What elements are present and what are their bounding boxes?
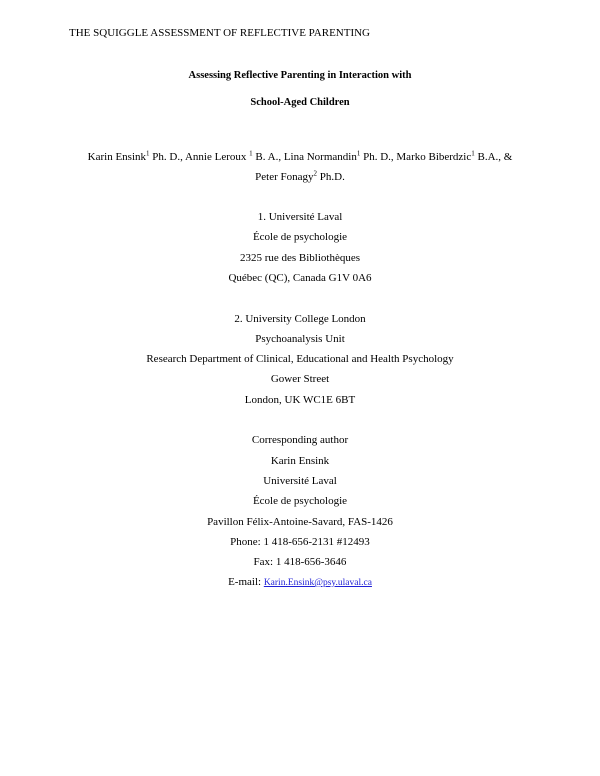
affiliation-2-line: 2. University College London <box>234 313 366 325</box>
running-head: THE SQUIGGLE ASSESSMENT OF REFLECTIVE PARENTING <box>69 27 370 39</box>
author-degree: B.A., & <box>474 151 513 163</box>
correspondence-phone: Phone: 1 418-656-2131 #12493 <box>230 536 370 548</box>
affiliation-2-line: Research Department of Clinical, Educational and Health Psychology <box>146 353 454 365</box>
correspondence-fax: Fax: 1 418-656-3646 <box>253 556 347 568</box>
correspondence-school: École de psychologie <box>252 495 348 507</box>
correspondence-building: Pavillon Félix-Antoine-Savard, FAS-1426 <box>207 516 393 528</box>
author-degree: Ph. D., <box>360 151 397 163</box>
correspondence-institution: Université Laval <box>263 475 337 487</box>
author-name: Marko Biberdzic <box>396 151 472 163</box>
author-degree: Ph. D., <box>149 151 185 163</box>
paper-title-line-2: School-Aged Children <box>250 97 350 108</box>
affiliation-1-line: École de psychologie <box>252 231 348 243</box>
affiliation-marker: 2 <box>313 169 318 178</box>
affiliation-marker: 1 <box>471 149 475 158</box>
author-degree: Ph.D. <box>317 171 345 183</box>
paper-title-line-1: Assessing Reflective Parenting in Interaction with <box>188 70 412 81</box>
author-name: Karin Ensink <box>87 151 147 163</box>
affiliation-2-line: Psychoanalysis Unit <box>255 333 345 345</box>
author-list-line-1 <box>0 151 600 163</box>
affiliation-marker: 1 <box>146 149 150 158</box>
author-name: Annie Leroux <box>184 151 250 163</box>
affiliation-1-line: 2325 rue des Bibliothèques <box>239 252 361 264</box>
affiliation-1-line: 1. Université Laval <box>257 211 343 223</box>
correspondence-name: Karin Ensink <box>270 455 330 467</box>
affiliation-2-line: London, UK WC1E 6BT <box>244 394 356 406</box>
affiliation-1-line: Québec (QC), Canada G1V 0A6 <box>228 272 372 284</box>
author-name: Lina Normandin <box>283 151 357 163</box>
email-label: E-mail: <box>228 576 264 588</box>
affiliation-marker: 1 <box>356 149 361 158</box>
email-link[interactable]: Karin.Ensink@psy.ulaval.ca <box>263 578 372 588</box>
correspondence-heading: Corresponding author <box>251 434 349 446</box>
author-name: Peter Fonagy <box>255 171 314 183</box>
affiliation-marker: 1 <box>249 149 253 158</box>
affiliation-2-line: Gower Street <box>270 373 330 385</box>
correspondence-email-line <box>0 576 600 588</box>
author-list-line-2 <box>0 171 600 183</box>
author-degree: B. A., <box>252 151 284 163</box>
